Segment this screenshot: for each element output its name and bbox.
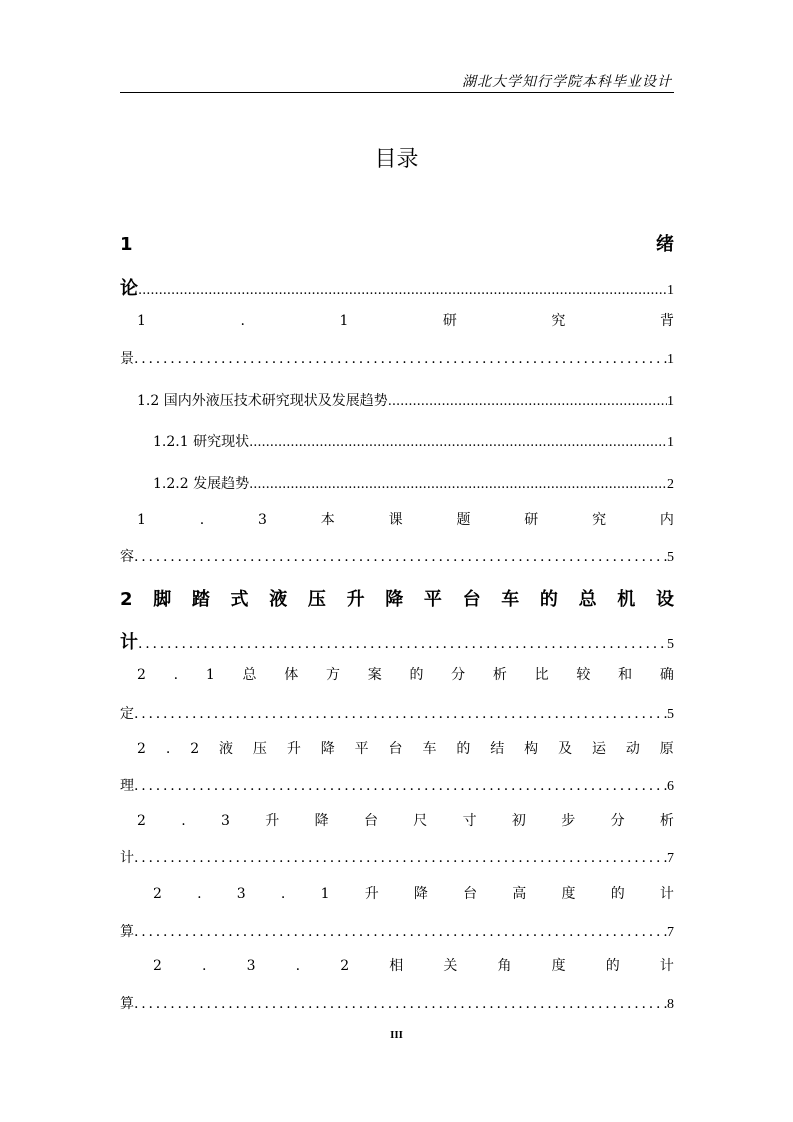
- toc-title-char: 析: [492, 667, 507, 683]
- toc-title-char: 构: [524, 741, 539, 757]
- toc-page-number: 8: [667, 997, 674, 1012]
- toc-title-char: 式: [230, 589, 249, 610]
- toc-leader: [134, 778, 667, 794]
- running-header: 湖北大学知行学院本科毕业设计: [462, 74, 672, 90]
- toc-title-char: 1: [137, 512, 146, 528]
- toc-title-char: 车: [422, 741, 437, 757]
- toc-title-char: 寸: [462, 813, 477, 829]
- toc-title-char: .: [197, 886, 202, 902]
- toc-page-number: 1: [667, 352, 674, 367]
- toc-title-char: 总: [242, 667, 257, 683]
- toc-title-char: .: [199, 512, 205, 528]
- toc-entry-s2-3-1[interactable]: [120, 921, 674, 941]
- toc-title-char: 的: [539, 589, 558, 610]
- toc-title-char: 车: [501, 589, 520, 610]
- toc-leader: [249, 477, 667, 492]
- toc-title-char: 升: [286, 741, 301, 757]
- toc-title-char: 运: [591, 741, 606, 757]
- toc-title-char: 案: [367, 667, 382, 683]
- toc-s1-2-label: 1.2 国内外液压技术研究现状及发展趋势: [137, 393, 388, 409]
- toc-leader: [134, 996, 667, 1012]
- toc-s2-3-2-tail: 算: [120, 996, 134, 1012]
- toc-title-char: 较: [576, 667, 591, 683]
- toc-title-char: .: [181, 813, 186, 829]
- toc-title-char: 台: [363, 813, 378, 829]
- toc-title-char: 机: [617, 589, 636, 610]
- toc-title-char: 降: [413, 886, 428, 902]
- toc-title-char: 升: [265, 813, 280, 829]
- toc-leader: [134, 549, 667, 565]
- toc-title-char: 1: [137, 313, 146, 329]
- toc-title-char: 动: [625, 741, 640, 757]
- toc-title-char: 度: [551, 958, 566, 974]
- toc-leader: [138, 283, 667, 298]
- toc-title-char: 3: [246, 958, 256, 974]
- toc-title-char: .: [295, 958, 301, 974]
- page-number: III: [390, 1029, 403, 1041]
- toc-title-char: 原: [659, 741, 674, 757]
- toc-page-number: 7: [667, 925, 674, 940]
- toc-title-char: 设: [655, 589, 674, 610]
- toc-page-number: 6: [667, 779, 674, 794]
- toc-title-char: 2: [153, 958, 162, 974]
- toc-title-char: 结: [490, 741, 505, 757]
- toc-title-char: 题: [456, 512, 471, 528]
- toc-title-char: 计: [659, 958, 674, 974]
- toc-leader: [138, 636, 667, 652]
- toc-leader: [134, 351, 667, 367]
- toc-title-char: 的: [605, 958, 620, 974]
- toc-s1-3-line1: [137, 509, 674, 529]
- toc-title-char: 角: [497, 958, 512, 974]
- toc-s1-1-line1: [137, 310, 674, 330]
- toc-s2-3-1-line1: [153, 883, 674, 903]
- toc-title-char: 课: [388, 512, 403, 528]
- toc-title-char: 2: [137, 813, 146, 829]
- toc-title-char: 的: [409, 667, 424, 683]
- toc-s1-2-1-label: 1.2.1 研究现状: [153, 434, 250, 450]
- toc-page-number: 2: [667, 477, 674, 492]
- toc-title-char: 研: [524, 512, 539, 528]
- toc-entry-s1-2[interactable]: [137, 390, 674, 410]
- toc-title-char: 尺: [413, 813, 428, 829]
- toc-title-char: 初: [511, 813, 526, 829]
- toc-title-char: 的: [610, 886, 625, 902]
- toc-title-char: 确: [659, 667, 674, 683]
- toc-ch2-tail: 计: [120, 632, 138, 653]
- toc-page-number: 1: [667, 283, 674, 298]
- toc-title-char: 计: [659, 886, 674, 902]
- toc-ch1-title: 绪: [656, 234, 674, 255]
- toc-ch1-number: 1: [120, 234, 133, 255]
- toc-page-number: 5: [667, 550, 674, 565]
- toc-title-char: 的: [456, 741, 471, 757]
- header-rule: [120, 92, 674, 93]
- toc-title-char: .: [173, 667, 179, 683]
- toc-entry-s1-2-2[interactable]: [153, 473, 674, 493]
- toc-entry-s2-2[interactable]: [120, 775, 674, 795]
- toc-title-char: 分: [610, 813, 625, 829]
- toc-page-number: 5: [667, 707, 674, 722]
- toc-title-char: 本: [320, 512, 335, 528]
- toc-title-char: 2: [340, 958, 350, 974]
- toc-title-char: 台: [462, 589, 481, 610]
- toc-title-char: .: [280, 886, 286, 902]
- toc-s2-3-line1: [137, 810, 674, 830]
- toc-title-char: 究: [551, 313, 566, 329]
- toc-title-char: 析: [659, 813, 674, 829]
- toc-title-char: 降: [314, 813, 329, 829]
- toc-title-char: 研: [442, 313, 457, 329]
- toc-s2-3-tail: 计: [120, 850, 134, 866]
- toc-title-char: 升: [364, 886, 379, 902]
- toc-ch2-line1: [120, 585, 674, 611]
- toc-title-char: 内: [659, 512, 674, 528]
- toc-title-char: 液: [269, 589, 288, 610]
- toc-title-char: 平: [354, 741, 369, 757]
- toc-title-char: 液: [219, 741, 234, 757]
- toc-page-number: 1: [667, 435, 674, 450]
- toc-title-char: 2: [120, 589, 133, 610]
- toc-title-char: 比: [534, 667, 549, 683]
- toc-entry-s1-3[interactable]: [120, 546, 674, 566]
- toc-title-char: 究: [592, 512, 607, 528]
- toc-page-number: 1: [667, 394, 674, 409]
- toc-title-char: 度: [561, 886, 576, 902]
- toc-title-char: 2: [137, 741, 146, 757]
- toc-page-number: 5: [667, 637, 674, 652]
- toc-s2-1-tail: 定: [120, 706, 134, 722]
- toc-s2-2-line1: [137, 738, 674, 758]
- toc-title-char: 3: [236, 886, 246, 902]
- toc-s2-1-line1: [137, 664, 674, 684]
- toc-title-char: 分: [451, 667, 466, 683]
- toc-title-char: 1: [320, 886, 330, 902]
- toc-s1-2-2-label: 1.2.2 发展趋势: [153, 476, 250, 492]
- toc-title-char: 2: [190, 741, 200, 757]
- toc-leader: [134, 706, 667, 722]
- toc-title-char: 背: [659, 313, 674, 329]
- toc-entry-s2-3[interactable]: [120, 847, 674, 867]
- toc-title-char: 相: [389, 958, 404, 974]
- toc-title-char: .: [202, 958, 207, 974]
- toc-leader: [249, 435, 667, 450]
- toc-title: 目录: [374, 147, 419, 172]
- toc-leader: [388, 394, 667, 409]
- toc-title-char: 方: [325, 667, 340, 683]
- toc-title-char: 2: [153, 886, 162, 902]
- toc-title-char: 及: [558, 741, 573, 757]
- toc-title-char: 1: [339, 313, 349, 329]
- toc-s2-3-1-tail: 算: [120, 924, 134, 940]
- toc-title-char: 平: [423, 589, 442, 610]
- toc-entry-ch1[interactable]: [120, 274, 674, 300]
- toc-leader: [134, 850, 667, 866]
- toc-title-char: 高: [512, 886, 527, 902]
- toc-entry-ch2[interactable]: [120, 628, 674, 654]
- toc-title-char: 体: [284, 667, 299, 683]
- toc-title-char: 降: [320, 741, 335, 757]
- toc-title-char: .: [240, 313, 245, 329]
- toc-page-number: 7: [667, 851, 674, 866]
- toc-entry-s1-2-1[interactable]: [153, 431, 674, 451]
- toc-title-char: 总: [578, 589, 597, 610]
- toc-title-char: 3: [258, 512, 267, 528]
- toc-s1-3-tail: 容: [120, 549, 134, 565]
- toc-title-char: 3: [221, 813, 230, 829]
- toc-title-char: 降: [385, 589, 404, 610]
- toc-title-char: 台: [388, 741, 403, 757]
- toc-title-char: 和: [618, 667, 633, 683]
- toc-title-char: 台: [463, 886, 478, 902]
- toc-title-char: 2: [137, 667, 146, 683]
- toc-s1-1-tail: 景: [120, 351, 134, 367]
- toc-s2-3-2-line1: [153, 955, 674, 975]
- toc-leader: [134, 924, 667, 940]
- toc-s2-2-tail: 理: [120, 778, 134, 794]
- toc-title-char: 压: [307, 589, 326, 610]
- toc-title-char: 1: [205, 667, 215, 683]
- toc-entry-s2-3-2[interactable]: [120, 993, 674, 1013]
- toc-title-char: 脚: [153, 589, 172, 610]
- toc-title-char: 踏: [191, 589, 210, 610]
- toc-ch1-line1: [120, 230, 674, 256]
- toc-title-char: .: [165, 741, 171, 757]
- toc-ch1-tail: 论: [120, 278, 138, 299]
- toc-entry-s1-1[interactable]: [120, 348, 674, 368]
- toc-title-char: 步: [561, 813, 576, 829]
- toc-title-char: 升: [346, 589, 365, 610]
- toc-title-char: 压: [252, 741, 267, 757]
- toc-entry-s2-1[interactable]: [120, 703, 674, 723]
- toc-title-char: 关: [443, 958, 458, 974]
